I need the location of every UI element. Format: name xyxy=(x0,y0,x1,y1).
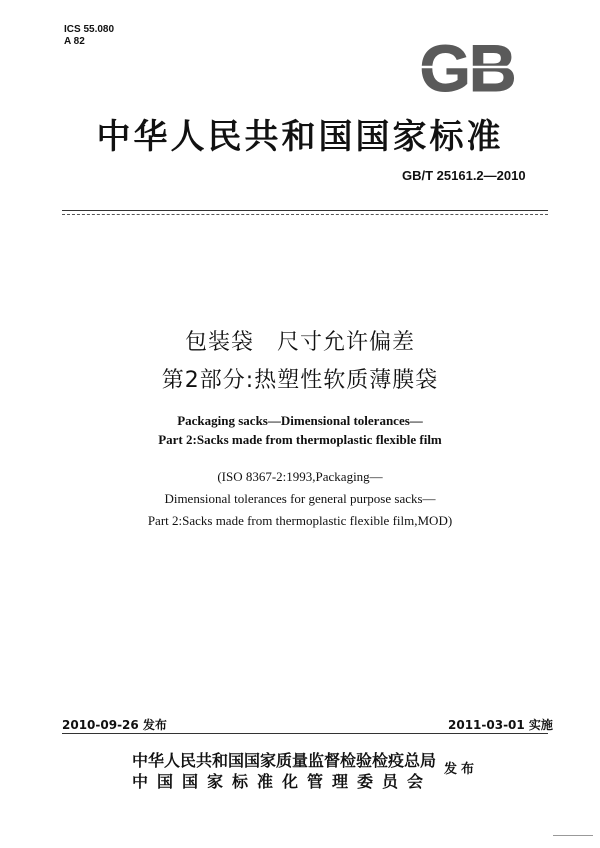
issuer-line-1: 中华人民共和国国家质量监督检验检疫总局 xyxy=(132,751,437,770)
header-divider xyxy=(62,210,548,211)
iso-reference-line-1: (ISO 8367-2:1993,Packaging— xyxy=(217,469,383,484)
iso-reference-line-3: Part 2:Sacks made from thermoplastic flexible film,MOD) xyxy=(147,513,453,528)
national-standard-title: 中华人民共和国国家标准 xyxy=(96,117,504,157)
gb-logo-text: GB xyxy=(419,38,515,96)
header-divider-secondary xyxy=(62,214,548,215)
iso-reference-line-2: Dimensional tolerances for general purpose sacks— xyxy=(164,491,436,506)
ics-code: ICS 55.080 xyxy=(64,24,115,35)
publish-label: 发布 xyxy=(444,762,479,777)
chinese-title-line-2: 第2部分:热塑性软质薄膜袋 xyxy=(161,368,439,393)
implementation-date: 2011-03-01 实施 xyxy=(448,718,553,732)
issue-date: 2010-09-26 发布 xyxy=(62,718,167,732)
standard-number: GB/T 25161.2—2010 xyxy=(402,168,526,183)
english-title-line-1: Packaging sacks—Dimensional tolerances— xyxy=(177,413,423,428)
ccs-code: A 82 xyxy=(64,36,85,47)
chinese-title-line-1: 包装袋 尺寸允许偏差 xyxy=(184,330,415,355)
english-title-line-2: Part 2:Sacks made from thermoplastic flexible film xyxy=(158,432,442,447)
classification-codes xyxy=(64,24,114,48)
issuer-line-2: 中国国家标准化管理委员会 xyxy=(132,772,433,791)
gb-logo xyxy=(398,38,536,96)
corner-mark xyxy=(553,835,593,836)
footer-divider xyxy=(62,733,548,734)
